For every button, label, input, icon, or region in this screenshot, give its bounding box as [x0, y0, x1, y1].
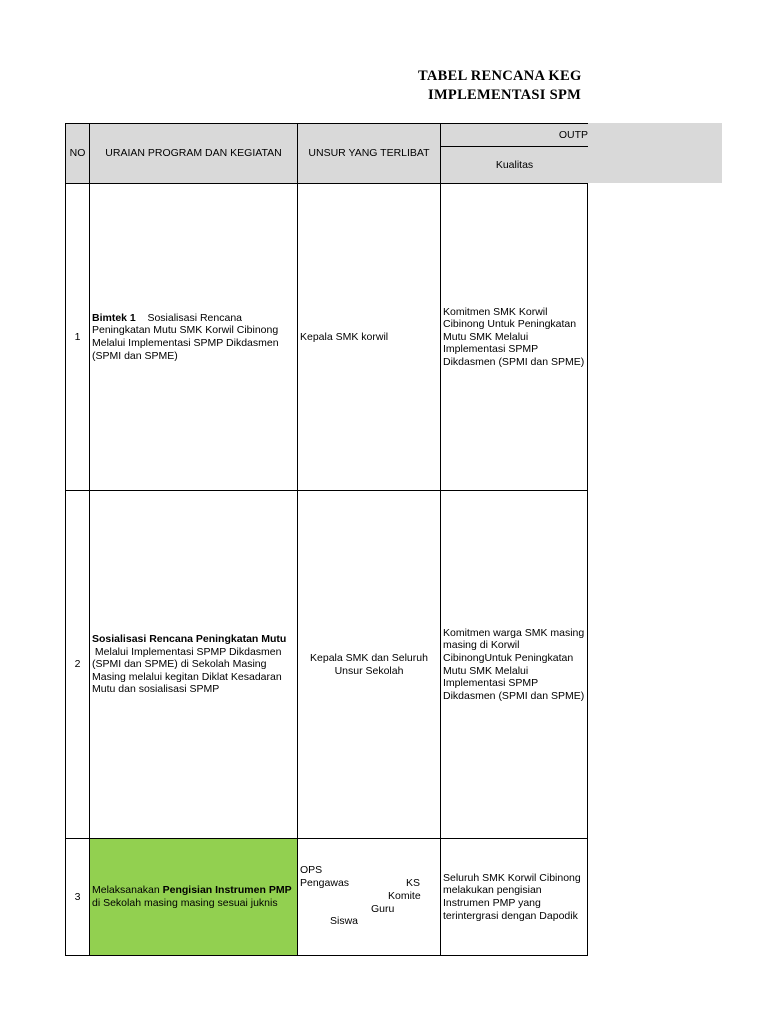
row-3-unsur-ks: KS [406, 877, 421, 889]
document-title-line-2: IMPLEMENTASI SPM [428, 87, 582, 103]
row-2-unsur [297, 490, 441, 839]
output-header-band [588, 123, 722, 183]
row-3-unsur-ops: OPS [300, 864, 323, 876]
row-3-kualitas [440, 838, 588, 956]
row-3-unsur-pengawas: Pengawas [300, 877, 350, 889]
row-2-unsur-text: Kepala SMK dan Seluruh Unsur Sekolah [310, 651, 428, 677]
document-title-line-1: TABEL RENCANA KEG [418, 68, 582, 84]
row-3-uraian-pre: Melaksanakan [92, 884, 163, 897]
row-1-kualitas-text: Komitmen SMK Korwil Cibinong Untuk Peningkatan Mutu SMK Melalui Implementasi SPMP Dikdasmen (SPMI dan SPME) [443, 305, 585, 368]
row-1-uraian-text [90, 312, 297, 362]
row-3-uraian [89, 838, 298, 956]
row-1-uraian-bold: Bimtek 1 [92, 311, 136, 324]
row-2-uraian-bold: Sosialisasi Rencana Peningkatan Mutu [92, 633, 287, 646]
header-unsur: UNSUR YANG TERLIBAT [297, 123, 441, 184]
row-1-unsur-text: Kepala SMK korwil [300, 330, 389, 343]
row-1-kualitas [440, 183, 588, 491]
row-1-no: 1 [65, 183, 90, 491]
row-3-unsur-guru: Guru [371, 903, 395, 915]
header-uraian: URAIAN PROGRAM DAN KEGIATAN [89, 123, 298, 184]
row-3-uraian-bold: Pengisian Instrumen PMP [162, 884, 292, 897]
row-3-no: 3 [65, 838, 90, 956]
row-1-uraian-rest: Sosialisasi Rencana Peningkatan Mutu SMK Korwil Cibinong Melalui Implementasi SPMP Dikdasmen (SPMI dan SPME) [92, 311, 282, 362]
row-1-unsur [297, 183, 441, 491]
row-3-unsur-siswa: Siswa [330, 915, 359, 927]
row-2-uraian-rest: Melalui Implementasi SPMP Dikdasmen (SPMI dan SPME) di Sekolah Masing Masing melalui kegitan Diklat Kesadaran Mutu dan sosialisasi SPMP [92, 645, 285, 696]
row-3-uraian-rest: di Sekolah masing masing sesuai juknis [92, 897, 278, 909]
row-3-kualitas-text: Seluruh SMK Korwil Cibinong melakukan pengisian Instrumen PMP yang terintergrasi dengan Dapodik [443, 871, 581, 922]
row-3-unsur [297, 838, 441, 956]
header-kualitas: Kualitas [440, 146, 588, 184]
row-3-uraian-text [90, 884, 297, 909]
row-2-kualitas [440, 490, 588, 839]
header-output [440, 123, 588, 147]
header-no: NO [65, 123, 90, 184]
row-2-kualitas-text: Komitmen warga SMK masing masing di Korwil CibinongUntuk Peningkatan Mutu SMK Melalui Implementasi SPMP Dikdasmen (SPMI dan SPME) [443, 626, 585, 702]
header-output-label: OUTP [558, 128, 588, 141]
row-3-unsur-komite: Komite [388, 890, 421, 902]
row-2-uraian-text [90, 633, 297, 696]
row-2-uraian [89, 490, 298, 839]
row-2-no: 2 [65, 490, 90, 839]
row-1-uraian [89, 183, 298, 491]
